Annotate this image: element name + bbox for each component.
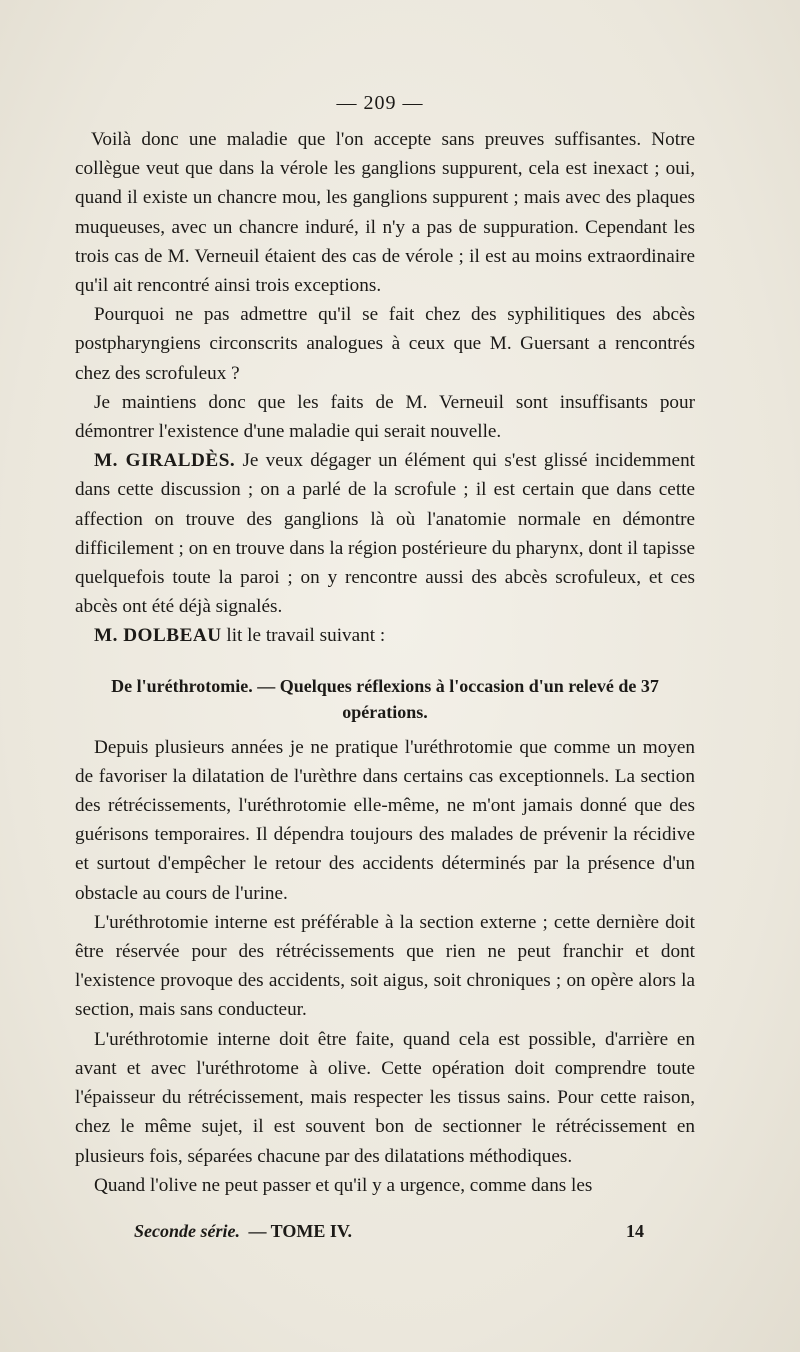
volume-label: — TOME IV. <box>248 1221 353 1241</box>
signature-mark: 14 <box>626 1221 644 1241</box>
speaker-text: lit le travail suivant : <box>226 625 386 647</box>
paragraph: Je maintiens donc que les faits de M. Verneuil sont insuffisants pour démontrer l'existence d'une maladie qui serait nouvelle. <box>75 391 695 443</box>
paragraph: Quand l'olive ne peut passer et qu'il y a urgence, comme dans les <box>94 1174 593 1196</box>
paragraph: Voilà donc une maladie que l'on accepte sans preuves suffisantes. Notre collègue veut que dans la vérole les ganglions suppurent, cela est inexact ; oui, quand il existe un chancre mou, les ganglions suppurent ; mais avec des plaques muqueuses, avec un chancre induré, il n'y a pas de suppuration. Cependant les trois cas de M. Verneuil étaient des cas de vérole ; il est au moins extraordinaire qu'il ait rencontré ainsi trois exceptions. <box>75 129 695 297</box>
paragraph: L'uréthrotomie interne est préférable à la section externe ; cette dernière doit être réservée pour des rétrécissements que rien ne peut franchir et dont l'existence provoque des accidents, soit aigus, soit chroniques ; on opère alors la section, mais sans conducteur. <box>75 911 695 1021</box>
paragraph: Pourquoi ne pas admettre qu'il se fait chez des syphilitiques des abcès postpharyngiens circonscrits analogues à ceux que M. Guersant a rencontrés chez des scrofuleux ? <box>75 304 695 384</box>
dolbeau-intro <box>75 621 695 650</box>
page-footer <box>134 1221 644 1242</box>
body-text <box>75 125 695 1200</box>
paragraph: L'uréthrotomie interne doit être faite, quand cela est possible, d'arrière en avant et avec l'uréthrotome à olive. Cette opération doit comprendre toute l'épaisseur du rétrécissement, mais respecter les tissus sains. Pour cette raison, chez le même sujet, il est souvent bon de sectionner le rétrécissement en plusieurs fois, séparées chacune par des dilatations méthodiques. <box>75 1028 695 1167</box>
paragraph: Depuis plusieurs années je ne pratique l'uréthrotomie que comme un moyen de favoriser la dilatation de l'urèthre dans certains cas exceptionnels. La section des rétrécissements, l'uréthrotomie elle-même, ne m'ont jamais donné que des guérisons temporaires. Il dépendra toujours des malades de prévenir la récidive et surtout d'empêcher le retour des accidents déterminés par la présence d'un obstacle au cours de l'urine. <box>75 736 695 904</box>
speaker-name: M. GIRALDÈS. <box>94 450 236 472</box>
speaker-text: Je veux dégager un élément qui s'est glissé incidemment dans cette discussion ; on a parlé de la scrofule ; il est certain que dans cette affection on trouve des ganglions là où l'anatomie normale en démontre difficilement ; on en trouve dans la région postérieure du pharynx, dont il tapisse quelquefois toute la paroi ; on y rencontre aussi des abcès scrofuleux, et ces abcès ont été déjà signalés. <box>75 450 695 618</box>
giraldes-remark <box>75 446 695 621</box>
series-label: Seconde série. <box>134 1221 240 1241</box>
page-number: — 209 — <box>336 92 424 114</box>
speaker-name: M. DOLBEAU <box>94 625 222 647</box>
section-heading: De l'uréthrotomie. — Quelques réflexions à l'occasion d'un relevé de 37 opérations. <box>111 675 659 722</box>
